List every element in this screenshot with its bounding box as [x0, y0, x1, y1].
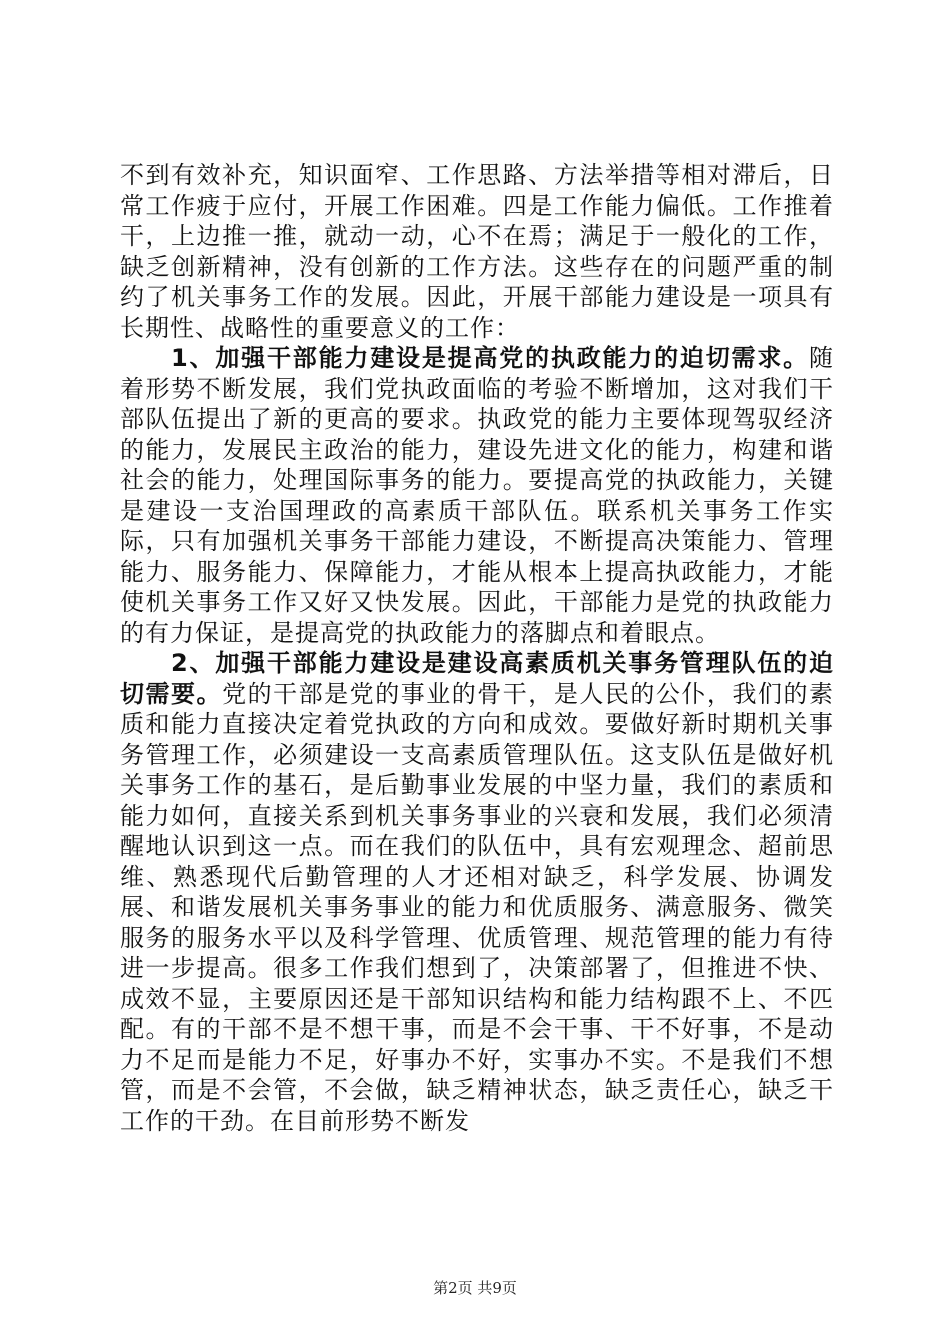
paragraph-point-2	[120, 648, 834, 1136]
paragraph-text: 党的干部是党的事业的骨干，是人民的公仆，我们的素质和能力直接决定着党执政的方向和成效。要做好新时期机关事务管理工作，必须建设一支高素质管理队伍。这支队伍是做好机关事务工作的基石，是后勤事业发展的中坚力量，我们的素质和能力如何，直接关系到机关事务事业的兴衰和发展，我们必须清醒地认识到这一点。而在我们的队伍中，具有宏观理念、超前思维、熟悉现代后勤管理的人才还相对缺乏，科学发展、协调发展、和谐发展机关事务事业的能力和优质服务、满意服务、微笑服务的服务水平以及科学管理、优质管理、规范管理的能力有待进一步提高。很多工作我们想到了，决策部署了，但推进不快、成效不显，主要原因还是干部知识结构和能力结构跟不上、不匹配。有的干部不是不想干事，而是不会干事、干不好事，不是动力不足而是能力不足，好事办不好，实事办不实。不是我们不想管，而是不会管，不会做，缺乏精神状态，缺乏责任心，缺乏干工作的干劲。在目前形势不断发	[120, 679, 835, 1135]
paragraph-heading: 1、加强干部能力建设是提高党的执政能力的迫切需求。	[171, 344, 809, 372]
document-body	[120, 160, 834, 1136]
paragraph-heading: 2、加强干部能力建设是建设高素质机关事务管理队伍的迫切需要。	[120, 649, 834, 708]
paragraph-text: 不到有效补充，知识面窄、工作思路、方法举措等相对滞后，日常工作疲于应付，开展工作困难。四是工作能力偏低。工作推着干，上边推一推，就动一动，心不在焉；满足于一般化的工作，缺乏创新精神，没有创新的工作方法。这些存在的问题严重的制约了机关事务工作的发展。因此，开展干部能力建设是一项具有长期性、战略性的重要意义的工作：	[120, 161, 834, 342]
paragraph-continuation	[120, 160, 834, 343]
paragraph-text: 随着形势不断发展，我们党执政面临的考验不断增加，这对我们干部队伍提出了新的更高的要求。执政党的能力主要体现驾驭经济的能力，发展民主政治的能力，建设先进文化的能力，构建和谐社会的能力，处理国际事务的能力。要提高党的执政能力，关键是建设一支治国理政的高素质干部队伍。联系机关事务工作实际，只有加强机关事务干部能力建设，不断提高决策能力、管理能力、服务能力、保障能力，才能从根本上提高执政能力，才能使机关事务工作又好又快发展。因此，干部能力是党的执政能力的有力保证，是提高党的执政能力的落脚点和着眼点。	[120, 344, 834, 647]
page-number-footer: 第2页 共9页	[433, 1279, 517, 1297]
paragraph-point-1	[120, 343, 834, 648]
